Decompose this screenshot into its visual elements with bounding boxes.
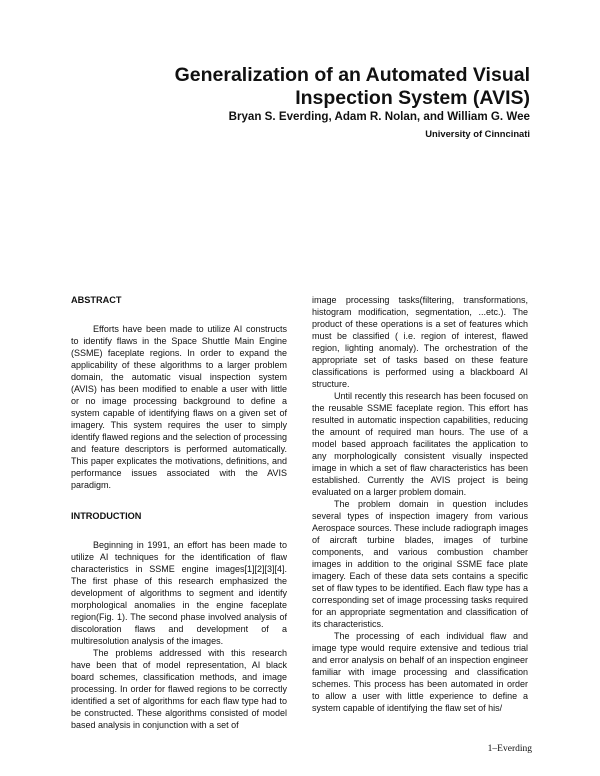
right-paragraph-3: The problem domain in question includes several types of inspection imagery from various Aerospace sources. These include radiograph images of aircraft turbine blades, images of turbine components, and various combustion chamber images in addition to the original SSME face plate imagery. Each of these data sets contains a specific set of flaw types to be identified. Each flaw type has a corresponding set of image processing tasks required for an appropriate segmentation and classification of its characteristics. xyxy=(312,499,528,629)
abstract-text: Efforts have been made to utilize AI constructs to identify flaws in the Space Shuttle Main Engine (SSME) faceplate regions. In order to expand the applicability of these algorithms to a larger problem domain, the automatic visual inspection system (AVIS) has been modified to enable a user with little or no image processing background to define a system capable of identifying flaws on a given set of imagery. This system requires the user to simply identify flawed regions and the selection of processing and feature descriptors is performed automatically. This paper explicates the motivations, definitions, and performance issues associated with the AVIS paradigm. xyxy=(71,324,287,490)
introduction-heading: INTRODUCTION xyxy=(71,511,142,521)
abstract-heading: ABSTRACT xyxy=(71,295,122,305)
left-column xyxy=(71,294,287,731)
intro-paragraph-2: The problems addressed with this research have been that of model representation, AI black board schemes, classification methods, and image processing. In order for flawed regions to be correctly identified a set of algorithms for each flaw type had to be constructed. These algorithms consisted of model based analysis in conjunction with a set of xyxy=(71,648,287,730)
affiliation: University of Cinncinati xyxy=(425,128,530,139)
title-line-2: Inspection System (AVIS) xyxy=(295,87,530,109)
author-list: Bryan S. Everding, Adam R. Nolan, and William G. Wee xyxy=(228,110,530,123)
intro-paragraph-1: Beginning in 1991, an effort has been made to utilize AI techniques for the identification of flaw characteristics in SSME engine images[1][2][3][4]. The first phase of this research emphasized the development of algorithms to segment and identify morphological anomalies in the engine faceplate region(Fig. 1). The second phase involved analysis of discoloration flaws and development of a multiresolution analysis of the images. xyxy=(71,540,287,646)
paper-title xyxy=(70,64,530,110)
right-paragraph-2: Until recently this research has been focused on the reusable SSME faceplate region. This effort has resulted in automatic inspection capabilities, reducing the amount of required man hours. The use of a model based approach facilitates the application to any morphologically consistent visually inspected image in which a set of flaw characteristics has been established. Currently the AVIS project is being evaluated on a larger problem domain. xyxy=(312,391,528,497)
title-line-1: Generalization of an Automated Visual xyxy=(174,64,530,86)
right-paragraph-4: The processing of each individual flaw and image type would require extensive and tedious trial and error analysis on behalf of an inspection engineer familiar with image processing and classification schemes. This process has been automated in order to allow a user with little experience to define a system capable of identifying the flaw set of his/ xyxy=(312,631,528,713)
right-column xyxy=(312,294,528,714)
page-footer: 1–Everding xyxy=(487,744,532,754)
right-paragraph-1: image processing tasks(filtering, transformations, histogram modification, segmentation, ...etc.). The product of these operations is a set of features which must be classified ( i.e. region of interest, flawed region, lighting anomaly). The orchestration of the appropriate set of tasks based on these feature classifications is performed using a blackboard AI structure. xyxy=(312,295,528,389)
